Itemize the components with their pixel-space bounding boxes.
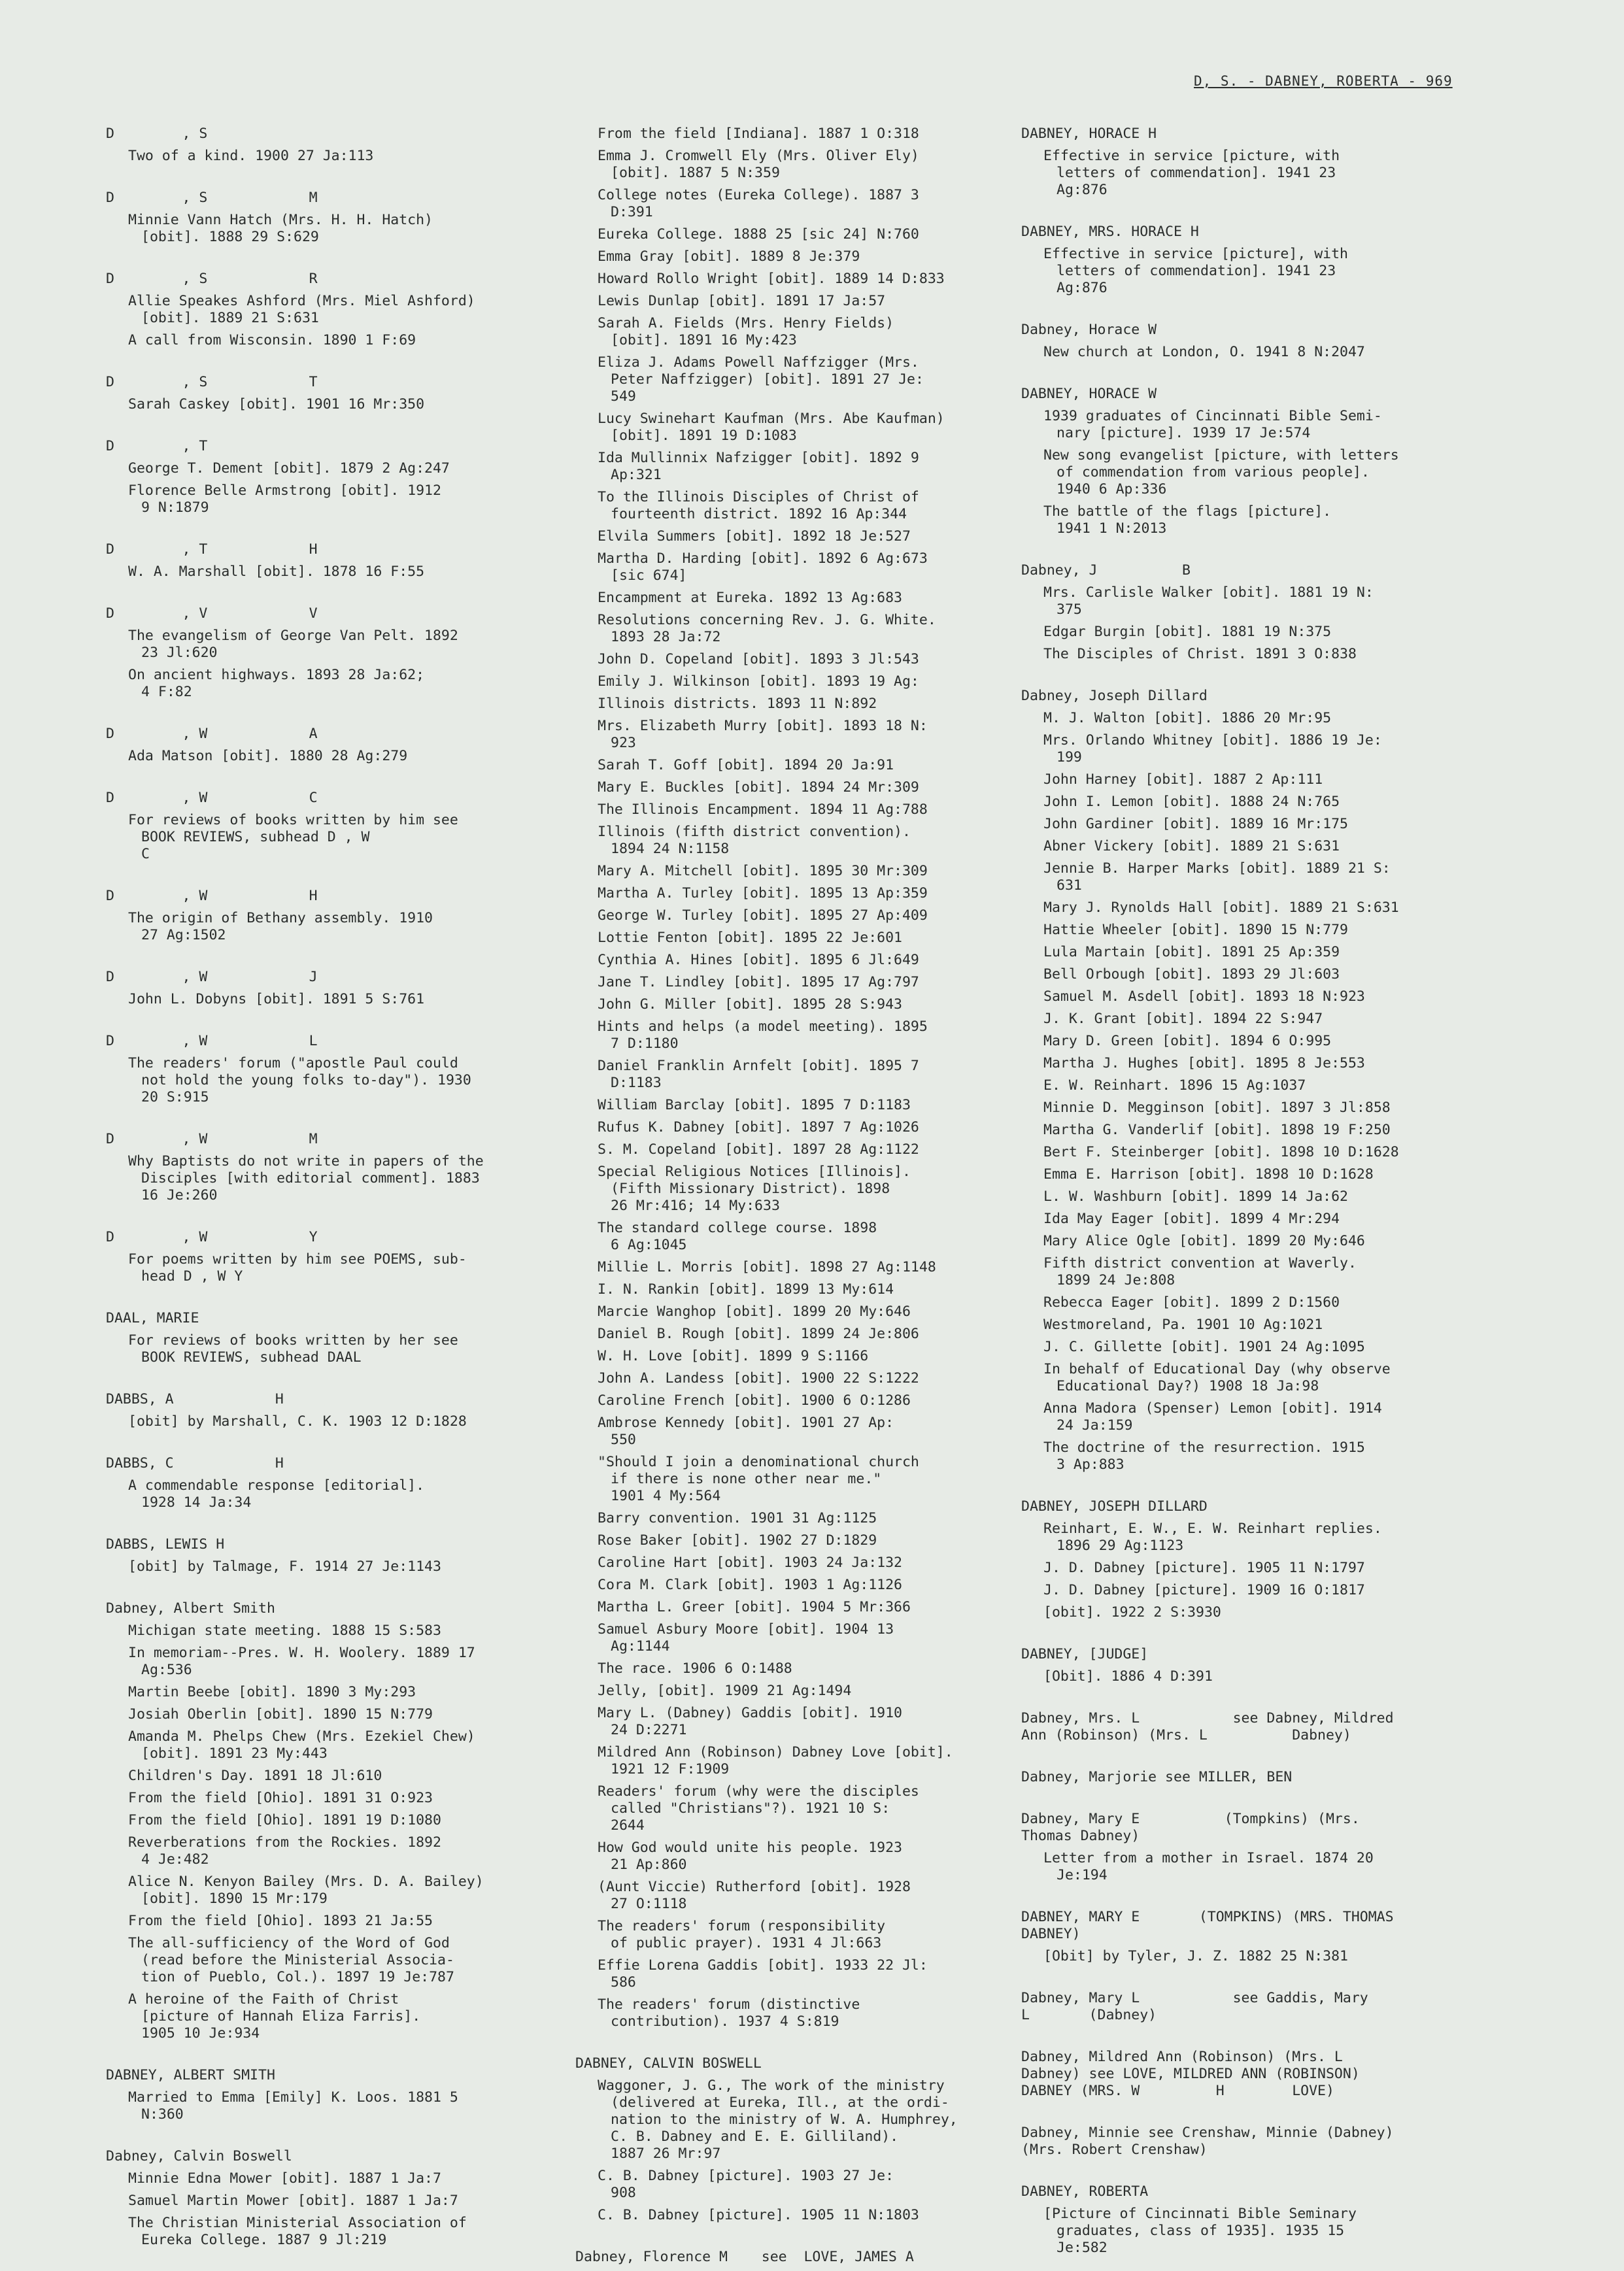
index-entry: Samuel M. Asdell [obit]. 1893 18 N:923	[1043, 988, 1365, 1005]
index-entry: Marcie Wanghop [obit]. 1899 20 My:646	[598, 1304, 911, 1320]
index-heading: Dabney, Mary E (Tompkins) (Mrs. Thomas Dabney)	[1021, 1811, 1360, 1844]
index-entry: Howard Rollo Wright [obit]. 1889 14 D:833	[598, 271, 945, 287]
index-entry: The Christian Ministerial Association of Eureka College. 1887 9 Jl:219	[128, 2215, 467, 2248]
index-entry: Martha L. Greer [obit]. 1904 5 Mr:366	[598, 1599, 911, 1615]
index-entry: Mary E. Buckles [obit]. 1894 24 Mr:309	[598, 779, 919, 796]
index-heading: D , W M	[106, 1131, 318, 1147]
index-entry: Emma J. Cromwell Ely (Mrs. Oliver Ely) [obit]. 1887 5 N:359	[598, 148, 919, 181]
index-entry: Elvila Summers [obit]. 1892 18 Je:527	[598, 528, 911, 545]
index-entry: I. N. Rankin [obit]. 1899 13 My:614	[598, 1281, 894, 1298]
index-entry: Eureka College. 1888 25 [sic 24] N:760	[598, 226, 919, 243]
index-entry: Samuel Asbury Moore [obit]. 1904 13 Ag:1144	[598, 1621, 894, 1655]
index-entry: (Aunt Viccie) Rutherford [obit]. 1928 27 O:1118	[598, 1879, 911, 1912]
index-entry: Mildred Ann (Robinson) Dabney Love [obit]. 1921 12 F:1909	[598, 1744, 953, 1777]
index-entry: [Picture of Cincinnati Bible Seminary graduates, class of 1935]. 1935 15 Je:582	[1043, 2206, 1357, 2256]
index-entry: From the field [Ohio]. 1891 31 O:923	[128, 1790, 433, 1806]
index-entry: Florence Belle Armstrong [obit]. 1912 9 N:1879	[128, 482, 441, 516]
index-heading: DABNEY, ALBERT SMITH	[106, 2067, 275, 2083]
index-entry: Ambrose Kennedy [obit]. 1901 27 Ap: 550	[598, 1415, 894, 1448]
index-entry: Resolutions concerning Rev. J. G. White. 1893 28 Ja:72	[598, 612, 936, 645]
index-entry: [obit]. 1922 2 S:3930	[1043, 1604, 1221, 1621]
index-entry: John Harney [obit]. 1887 2 Ap:111	[1043, 771, 1323, 788]
index-entry: J. K. Grant [obit]. 1894 22 S:947	[1043, 1011, 1323, 1027]
index-entry: Alice N. Kenyon Bailey (Mrs. D. A. Bailey) [obit]. 1890 15 Mr:179	[128, 1874, 484, 1907]
index-entry: Mary L. (Dabney) Gaddis [obit]. 1910 24 D:2271	[598, 1705, 902, 1738]
index-entry: Minnie Edna Mower [obit]. 1887 1 Ja:7	[128, 2170, 441, 2187]
index-entry: William Barclay [obit]. 1895 7 D:1183	[598, 1097, 911, 1113]
index-entry: Emma Gray [obit]. 1889 8 Je:379	[598, 248, 860, 265]
index-entry: Mrs. Carlisle Walker [obit]. 1881 19 N: 375	[1043, 584, 1374, 618]
index-heading: D , T H	[106, 541, 318, 558]
index-heading: Dabney, Minnie see Crenshaw, Minnie (Dabney) (Mrs. Robert Crenshaw)	[1021, 2125, 1394, 2158]
index-entry: Martha G. Vanderlif [obit]. 1898 19 F:250	[1043, 1122, 1391, 1138]
index-entry: C. B. Dabney [picture]. 1903 27 Je: 908	[598, 2168, 894, 2201]
index-entry: The origin of Bethany assembly. 1910 27 Ag:1502	[128, 910, 433, 943]
index-entry: How God would unite his people. 1923 21 Ap:860	[598, 1840, 902, 1873]
index-entry: [obit] by Marshall, C. K. 1903 12 D:1828	[128, 1413, 467, 1430]
index-entry: For reviews of books written by him see BOOK REVIEWS, subhead D , W C	[128, 812, 458, 862]
index-entry: Illinois districts. 1893 11 N:892	[598, 696, 877, 712]
index-heading: Dabney, Joseph Dillard	[1021, 688, 1208, 704]
index-entry: John Gardiner [obit]. 1889 16 Mr:175	[1043, 816, 1348, 832]
index-heading: DABNEY, HORACE W	[1021, 386, 1157, 402]
index-entry: The evangelism of George Van Pelt. 1892 23 Jl:620	[128, 628, 458, 661]
index-entry: The Disciples of Christ. 1891 3 O:838	[1043, 646, 1357, 662]
index-entry: Fifth district convention at Waverly. 1899 24 Je:808	[1043, 1255, 1357, 1288]
index-entry: In memoriam--Pres. W. H. Woolery. 1889 17 Ag:536	[128, 1645, 475, 1678]
index-entry: Lottie Fenton [obit]. 1895 22 Je:601	[598, 930, 902, 946]
index-entry: Martha J. Hughes [obit]. 1895 8 Je:553	[1043, 1055, 1365, 1071]
index-entry: [obit] by Talmage, F. 1914 27 Je:1143	[128, 1558, 441, 1575]
index-entry: Bert F. Steinberger [obit]. 1898 10 D:1628	[1043, 1144, 1399, 1160]
index-heading: D , S T	[106, 374, 318, 390]
index-heading: D , W J	[106, 969, 318, 985]
index-entry: Hints and helps (a model meeting). 1895 7 D:1180	[598, 1018, 928, 1052]
index-entry: Mary A. Mitchell [obit]. 1895 30 Mr:309	[598, 863, 928, 879]
index-entry: Rufus K. Dabney [obit]. 1897 7 Ag:1026	[598, 1119, 919, 1136]
index-entry: George W. Turley [obit]. 1895 27 Ap:409	[598, 907, 928, 924]
index-entry: New song evangelist [picture, with letters of commendation from various people]. 1940 6 Ap:336	[1043, 447, 1399, 497]
index-heading: D , W C	[106, 790, 318, 806]
index-entry: John D. Copeland [obit]. 1893 3 Jl:543	[598, 651, 919, 667]
index-entry: S. M. Copeland [obit]. 1897 28 Ag:1122	[598, 1141, 919, 1158]
index-entry: Emma E. Harrison [obit]. 1898 10 D:1628	[1043, 1166, 1374, 1183]
index-entry: The readers' forum ("apostle Paul could not hold the young folks to-day"). 1930 20 S:915	[128, 1055, 471, 1105]
index-entry: Children's Day. 1891 18 Jl:610	[128, 1768, 382, 1784]
index-entry: John I. Lemon [obit]. 1888 24 N:765	[1043, 794, 1340, 810]
index-entry: Readers' forum (why were the disciples called "Christians"?). 1921 10 S: 2644	[598, 1783, 919, 1834]
index-entry: Bell Orbough [obit]. 1893 29 Jl:603	[1043, 966, 1340, 983]
index-entry: The standard college course. 1898 6 Ag:1045	[598, 1220, 877, 1253]
index-entry: [Obit]. 1886 4 D:391	[1043, 1668, 1213, 1685]
index-entry: Rebecca Eager [obit]. 1899 2 D:1560	[1043, 1294, 1340, 1311]
index-entry: Effective in service [picture], with letters of commendation]. 1941 23 Ag:876	[1043, 246, 1348, 296]
index-entry: Martha D. Harding [obit]. 1892 6 Ag:673 [sic 674]	[598, 550, 928, 584]
index-entry: Abner Vickery [obit]. 1889 21 S:631	[1043, 838, 1340, 854]
index-entry: The all-sufficiency of the Word of God (read before the Ministerial Associa- tion of Pueblo, Col.). 1897 19 Je:787	[128, 1935, 454, 1985]
index-heading: D , S R	[106, 271, 318, 287]
column-1	[106, 126, 550, 2254]
index-entry: J. D. Dabney [picture]. 1905 11 N:1797	[1043, 1560, 1365, 1576]
index-entry: C. B. Dabney [picture]. 1905 11 N:1803	[598, 2207, 919, 2223]
index-entry: Why Baptists do not write in papers of the Disciples [with editorial comment]. 1883 16 Je:260	[128, 1153, 484, 1203]
index-entry: Minnie D. Megginson [obit]. 1897 3 Jl:858	[1043, 1100, 1391, 1116]
index-entry: College notes (Eureka College). 1887 3 D:391	[598, 187, 919, 220]
index-entry: George T. Dement [obit]. 1879 2 Ag:247	[128, 460, 450, 477]
index-entry: Mrs. Orlando Whitney [obit]. 1886 19 Je: 199	[1043, 732, 1382, 765]
index-entry: E. W. Reinhart. 1896 15 Ag:1037	[1043, 1077, 1306, 1094]
index-entry: For poems written by him see POEMS, sub- head D , W Y	[128, 1251, 467, 1285]
index-entry: Edgar Burgin [obit]. 1881 19 N:375	[1043, 624, 1332, 640]
index-heading: DABBS, LEWIS H	[106, 1536, 225, 1553]
index-entry: M. J. Walton [obit]. 1886 20 Mr:95	[1043, 710, 1332, 726]
index-entry: 1939 graduates of Cincinnati Bible Semi- nary [picture]. 1939 17 Je:574	[1043, 408, 1382, 441]
index-entry: Samuel Martin Mower [obit]. 1887 1 Ja:7	[128, 2193, 458, 2209]
index-entry: Encampment at Eureka. 1892 13 Ag:683	[598, 590, 902, 606]
index-entry: Mary Alice Ogle [obit]. 1899 20 My:646	[1043, 1233, 1365, 1249]
index-heading: Dabney, Mary L see Gaddis, Mary L (Dabney)	[1021, 1990, 1368, 2023]
index-heading: Dabney, Mildred Ann (Robinson) (Mrs. L Dabney) see LOVE, MILDRED ANN (ROBINSON) DABNEY (MRS. W H LOVE)	[1021, 2049, 1360, 2099]
index-entry: A call from Wisconsin. 1890 1 F:69	[128, 332, 416, 348]
index-entry: Barry convention. 1901 31 Ag:1125	[598, 1510, 877, 1526]
index-entry: Minnie Vann Hatch (Mrs. H. H. Hatch) [obit]. 1888 29 S:629	[128, 212, 433, 245]
index-entry: Jelly, [obit]. 1909 21 Ag:1494	[598, 1683, 852, 1699]
index-heading: DABNEY, CALVIN BOSWELL	[575, 2055, 762, 2072]
index-entry: Two of a kind. 1900 27 Ja:113	[128, 148, 374, 164]
index-entry: L. W. Washburn [obit]. 1899 14 Ja:62	[1043, 1188, 1348, 1205]
index-heading: Dabney, Florence M see LOVE, JAMES A	[575, 2249, 914, 2265]
index-entry: Lewis Dunlap [obit]. 1891 17 Ja:57	[598, 293, 886, 309]
index-entry: J. D. Dabney [picture]. 1909 16 O:1817	[1043, 1582, 1365, 1598]
index-entry: The race. 1906 6 O:1488	[598, 1660, 792, 1677]
index-entry: Illinois (fifth district convention). 1894 24 N:1158	[598, 824, 911, 857]
index-entry: Josiah Oberlin [obit]. 1890 15 N:779	[128, 1706, 433, 1723]
index-heading: Dabney, Albert Smith	[106, 1600, 275, 1617]
index-entry: J. C. Gillette [obit]. 1901 24 Ag:1095	[1043, 1339, 1365, 1355]
index-entry: Daniel Franklin Arnfelt [obit]. 1895 7 D:1183	[598, 1058, 919, 1091]
index-entry: Ida May Eager [obit]. 1899 4 Mr:294	[1043, 1211, 1340, 1227]
index-entry: The readers' forum (distinctive contribution). 1937 4 S:819	[598, 1996, 860, 2030]
index-entry: Ida Mullinnix Nafzigger [obit]. 1892 9 Ap:321	[598, 450, 919, 483]
index-heading: D , T	[106, 438, 208, 454]
index-entry: Martha A. Turley [obit]. 1895 13 Ap:359	[598, 885, 928, 901]
index-heading: D , S M	[106, 190, 318, 206]
index-entry: Special Religious Notices [Illinois]. (Fifth Missionary District). 1898 26 Mr:416; 14 My:633	[598, 1164, 911, 1214]
index-entry: Millie L. Morris [obit]. 1898 27 Ag:1148	[598, 1259, 936, 1275]
index-heading: Dabney, Marjorie see MILLER, BEN	[1021, 1769, 1293, 1785]
index-heading: Dabney, Mrs. L see Dabney, Mildred Ann (Robinson) (Mrs. L Dabney)	[1021, 1710, 1394, 1743]
index-entry: Daniel B. Rough [obit]. 1899 24 Je:806	[598, 1326, 919, 1342]
index-entry: The readers' forum (responsibility of public prayer). 1931 4 Jl:663	[598, 1918, 886, 1951]
index-entry: Cynthia A. Hines [obit]. 1895 6 Jl:649	[598, 952, 919, 968]
index-entry: Married to Emma [Emily] K. Loos. 1881 5 N:360	[128, 2089, 458, 2123]
running-head: D, S. - DABNEY, ROBERTA - 969	[1194, 73, 1453, 89]
index-entry: "Should I join a denominational church if there is none other near me." 1901 4 My:564	[598, 1454, 919, 1504]
index-entry: From the field [Ohio]. 1891 19 D:1080	[128, 1812, 441, 1828]
index-entry: John A. Landess [obit]. 1900 22 S:1222	[598, 1370, 919, 1387]
index-heading: DABNEY, HORACE H	[1021, 126, 1157, 142]
index-heading: DABNEY, ROBERTA	[1021, 2183, 1149, 2200]
index-entry: W. A. Marshall [obit]. 1878 16 F:55	[128, 564, 425, 580]
index-entry: Effective in service [picture, with letters of commendation]. 1941 23 Ag:876	[1043, 148, 1340, 198]
index-heading: D , S	[106, 126, 208, 142]
index-entry: The battle of the flags [picture]. 1941 1 N:2013	[1043, 503, 1332, 537]
index-entry: [Obit] by Tyler, J. Z. 1882 25 N:381	[1043, 1948, 1348, 1964]
index-entry: Letter from a mother in Israel. 1874 20 Je:194	[1043, 1850, 1374, 1883]
index-entry: In behalf of Educational Day (why observe Educational Day?) 1908 18 Ja:98	[1043, 1361, 1391, 1394]
index-entry: Rose Baker [obit]. 1902 27 D:1829	[598, 1532, 877, 1549]
index-entry: The Illinois Encampment. 1894 11 Ag:788	[598, 801, 928, 818]
index-heading: DAAL, MARIE	[106, 1310, 199, 1326]
column-2	[575, 126, 1026, 2271]
index-heading: DABBS, C H	[106, 1455, 284, 1472]
index-entry: Eliza J. Adams Powell Naffzigger (Mrs. Peter Naffzigger) [obit]. 1891 27 Je: 549	[598, 354, 924, 405]
index-entry: Jennie B. Harper Marks [obit]. 1889 21 S: 631	[1043, 860, 1391, 894]
index-entry: Reverberations from the Rockies. 1892 4 Je:482	[128, 1834, 441, 1868]
index-entry: A heroine of the Faith of Christ [picture of Hannah Eliza Farris]. 1905 10 Je:934	[128, 1991, 421, 2042]
index-entry: Amanda M. Phelps Chew (Mrs. Ezekiel Chew) [obit]. 1891 23 My:443	[128, 1728, 475, 1762]
index-entry: From the field [Ohio]. 1893 21 Ja:55	[128, 1913, 433, 1929]
index-entry: Lula Martain [obit]. 1891 25 Ap:359	[1043, 944, 1340, 960]
index-entry: John G. Miller [obit]. 1895 28 S:943	[598, 996, 902, 1013]
index-heading: DABBS, A H	[106, 1391, 284, 1407]
index-entry: The doctrine of the resurrection. 1915 3 Ap:883	[1043, 1439, 1365, 1473]
index-heading: DABNEY, MRS. HORACE H	[1021, 224, 1199, 240]
index-entry: Lucy Swinehart Kaufman (Mrs. Abe Kaufman) [obit]. 1891 19 D:1083	[598, 411, 945, 444]
index-entry: Cora M. Clark [obit]. 1903 1 Ag:1126	[598, 1577, 902, 1593]
index-entry: Michigan state meeting. 1888 15 S:583	[128, 1623, 441, 1639]
index-entry: Waggoner, J. G., The work of the ministry (delivered at Eureka, Ill., at the ordi- nation to the ministry of W. A. Humphrey, C. B. Dabney and E. E. Gilliland). 1887 26 Mr:97	[598, 2078, 958, 2162]
index-entry: Westmoreland, Pa. 1901 10 Ag:1021	[1043, 1317, 1323, 1333]
index-entry: On ancient highways. 1893 28 Ja:62; 4 F:82	[128, 667, 425, 700]
index-entry: Mrs. Elizabeth Murry [obit]. 1893 18 N: 923	[598, 718, 928, 751]
index-entry: Mary J. Rynolds Hall [obit]. 1889 21 S:631	[1043, 900, 1399, 916]
index-entry: W. H. Love [obit]. 1899 9 S:1166	[598, 1348, 869, 1364]
index-entry: A commendable response [editorial]. 1928 14 Ja:34	[128, 1477, 425, 1511]
index-heading: Dabney, J B	[1021, 562, 1191, 579]
column-3	[1021, 126, 1479, 2262]
index-heading: DABNEY, [JUDGE]	[1021, 1646, 1149, 1662]
index-heading: DABNEY, MARY E (TOMPKINS) (MRS. THOMAS DABNEY)	[1021, 1909, 1394, 1942]
index-entry: Sarah A. Fields (Mrs. Henry Fields) [obit]. 1891 16 My:423	[598, 315, 894, 348]
index-entry: Emily J. Wilkinson [obit]. 1893 19 Ag:	[598, 673, 919, 690]
index-entry: Allie Speakes Ashford (Mrs. Miel Ashford) [obit]. 1889 21 S:631	[128, 293, 475, 326]
index-entry: Reinhart, E. W., E. W. Reinhart replies. 1896 29 Ag:1123	[1043, 1521, 1382, 1554]
index-entry: Caroline Hart [obit]. 1903 24 Ja:132	[598, 1555, 902, 1571]
index-heading: D , W Y	[106, 1229, 318, 1245]
index-entry: Sarah Caskey [obit]. 1901 16 Mr:350	[128, 396, 425, 412]
index-heading: D , W L	[106, 1033, 318, 1049]
index-entry: Mary D. Green [obit]. 1894 6 O:995	[1043, 1033, 1332, 1049]
index-entry: Caroline French [obit]. 1900 6 O:1286	[598, 1392, 911, 1409]
index-heading: D , W A	[106, 726, 318, 742]
index-entry: To the Illinois Disciples of Christ of fourteenth district. 1892 16 Ap:344	[598, 489, 919, 522]
index-entry: New church at London, O. 1941 8 N:2047	[1043, 344, 1365, 360]
index-heading: Dabney, Calvin Boswell	[106, 2148, 292, 2164]
index-entry: Hattie Wheeler [obit]. 1890 15 N:779	[1043, 922, 1348, 938]
index-heading: DABNEY, JOSEPH DILLARD	[1021, 1498, 1208, 1515]
index-heading: D , V V	[106, 605, 318, 622]
index-entry: Anna Madora (Spenser) Lemon [obit]. 1914 24 Ja:159	[1043, 1400, 1382, 1434]
index-entry: From the field [Indiana]. 1887 1 O:318	[598, 126, 919, 142]
index-heading: Dabney, Horace W	[1021, 322, 1157, 338]
index-entry: Effie Lorena Gaddis [obit]. 1933 22 Jl: 586	[598, 1957, 928, 1991]
index-entry: Ada Matson [obit]. 1880 28 Ag:279	[128, 748, 408, 764]
index-entry: Jane T. Lindley [obit]. 1895 17 Ag:797	[598, 974, 919, 990]
index-entry: Sarah T. Goff [obit]. 1894 20 Ja:91	[598, 757, 894, 773]
index-entry: For reviews of books written by her see BOOK REVIEWS, subhead DAAL	[128, 1332, 458, 1366]
index-entry: John L. Dobyns [obit]. 1891 5 S:761	[128, 991, 425, 1007]
index-entry: Martin Beebe [obit]. 1890 3 My:293	[128, 1684, 416, 1700]
index-heading: D , W H	[106, 888, 318, 904]
